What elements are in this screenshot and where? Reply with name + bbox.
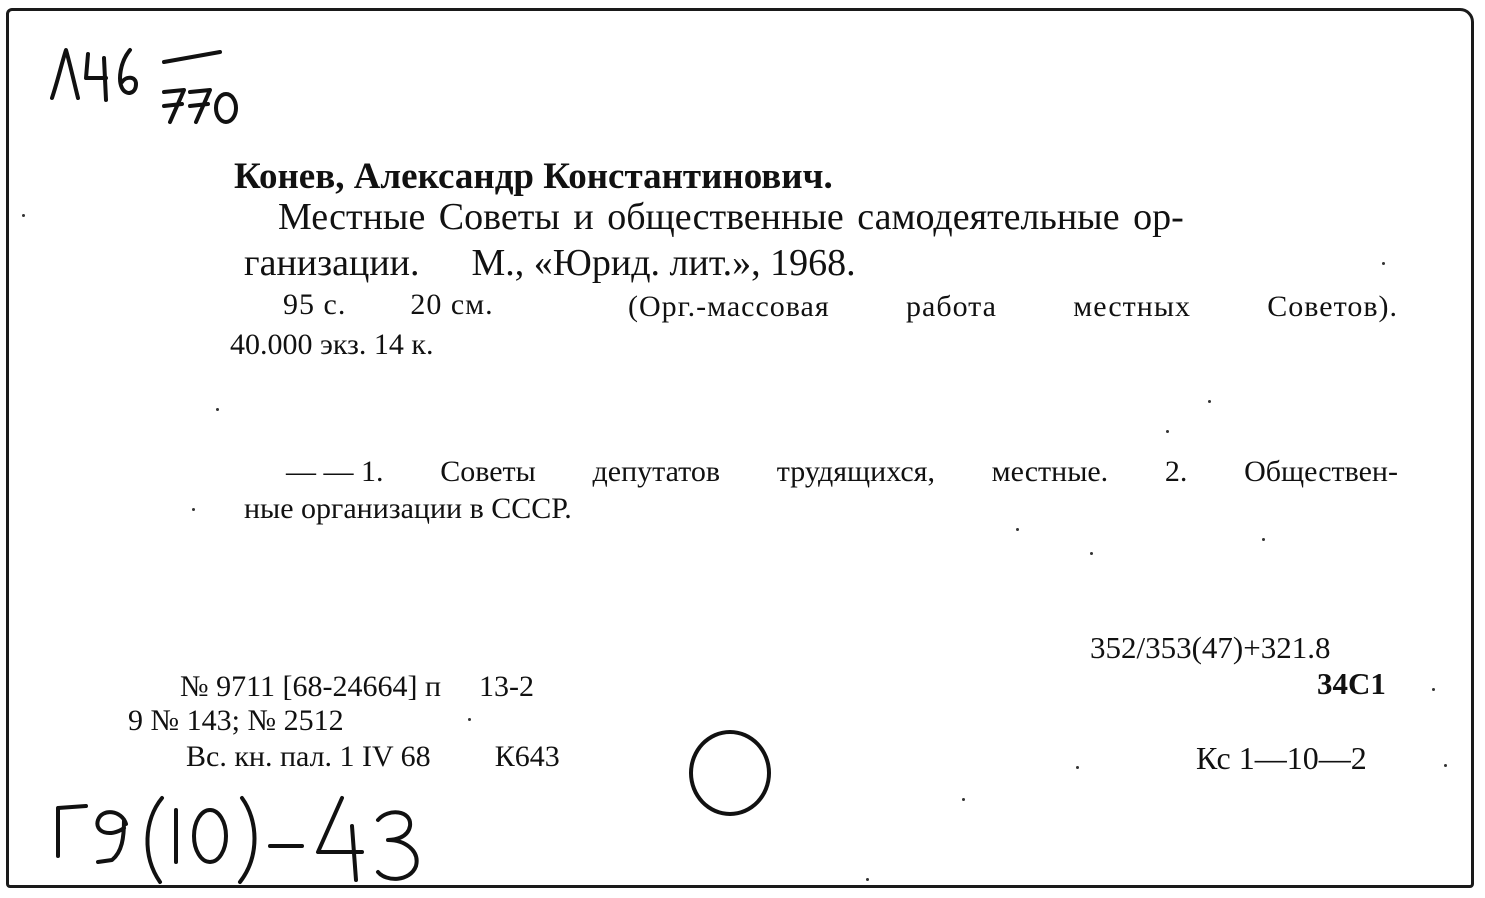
subject-headings-line-1 (286, 455, 1398, 489)
series-word: работа (906, 290, 997, 323)
scan-speck (1090, 552, 1093, 555)
scan-speck (216, 408, 219, 411)
scan-speck (866, 878, 869, 881)
series-word: Советов). (1267, 290, 1398, 323)
k-code: К643 (494, 740, 560, 773)
print-run-price: 40.000 экз. 14 к. (230, 328, 434, 361)
author-heading: Конев, Александр Константинович. (234, 156, 833, 197)
subject-word: местные. (991, 455, 1109, 488)
scan-speck (1016, 528, 1019, 531)
chamber-date: Вс. кн. пал. 1 IV 68 (186, 740, 431, 773)
scan-speck (1382, 262, 1385, 265)
subject-word: — — 1. (286, 455, 384, 488)
imprint: М., «Юрид. лит.», 1968. (471, 242, 856, 284)
scan-speck (468, 718, 471, 721)
handwritten-shelf-mark-text: Л46 770 (44, 40, 48, 41)
scan-speck (1208, 400, 1211, 403)
title-line-2 (244, 244, 856, 282)
scan-speck (22, 214, 25, 217)
record-number-line-1 (180, 672, 534, 702)
pages: 95 с. (283, 288, 347, 321)
record-number: № 9711 [68-24664] п (180, 670, 442, 703)
handwritten-shelf-mark (44, 40, 254, 135)
scan-speck (192, 508, 195, 511)
udc-classification: 352/353(47)+321.8 (1090, 630, 1331, 665)
series-word: (Орг.-массовая (628, 290, 830, 323)
ks-code: Кс 1—10—2 (1196, 740, 1367, 776)
subject-headings-line-2: ные организации в СССР. (244, 492, 572, 525)
record-number-line-3 (186, 742, 560, 772)
subject-word: 2. (1164, 455, 1188, 488)
size: 20 см. (410, 288, 494, 321)
punch-hole-circle (689, 730, 771, 816)
collation (283, 290, 494, 320)
scan-speck (1076, 766, 1079, 769)
subject-word: трудящихся, (776, 455, 935, 488)
scan-speck (1166, 430, 1169, 433)
scan-speck (1432, 688, 1435, 691)
series-note (628, 290, 1398, 324)
scan-speck (1444, 764, 1447, 767)
scan-speck (962, 798, 965, 801)
scan-speck (1262, 538, 1265, 541)
subject-word: Советы (440, 455, 536, 488)
title-end: ганизации. (244, 242, 420, 284)
record-number-line-2: 9 № 143; № 2512 (128, 704, 344, 737)
series-word: местных (1073, 290, 1191, 323)
record-number-suffix: 13-2 (479, 670, 535, 703)
author-mark-code: 34С1 (1317, 666, 1386, 701)
subject-word: депутатов (592, 455, 721, 488)
title-line-1: Местные Советы и общественные самодеятельные ор- (278, 196, 1184, 238)
handwritten-classification (52, 790, 432, 890)
subject-word: Обществен- (1244, 455, 1398, 488)
handwritten-classification-text: Г9(10)-43 (52, 790, 57, 791)
